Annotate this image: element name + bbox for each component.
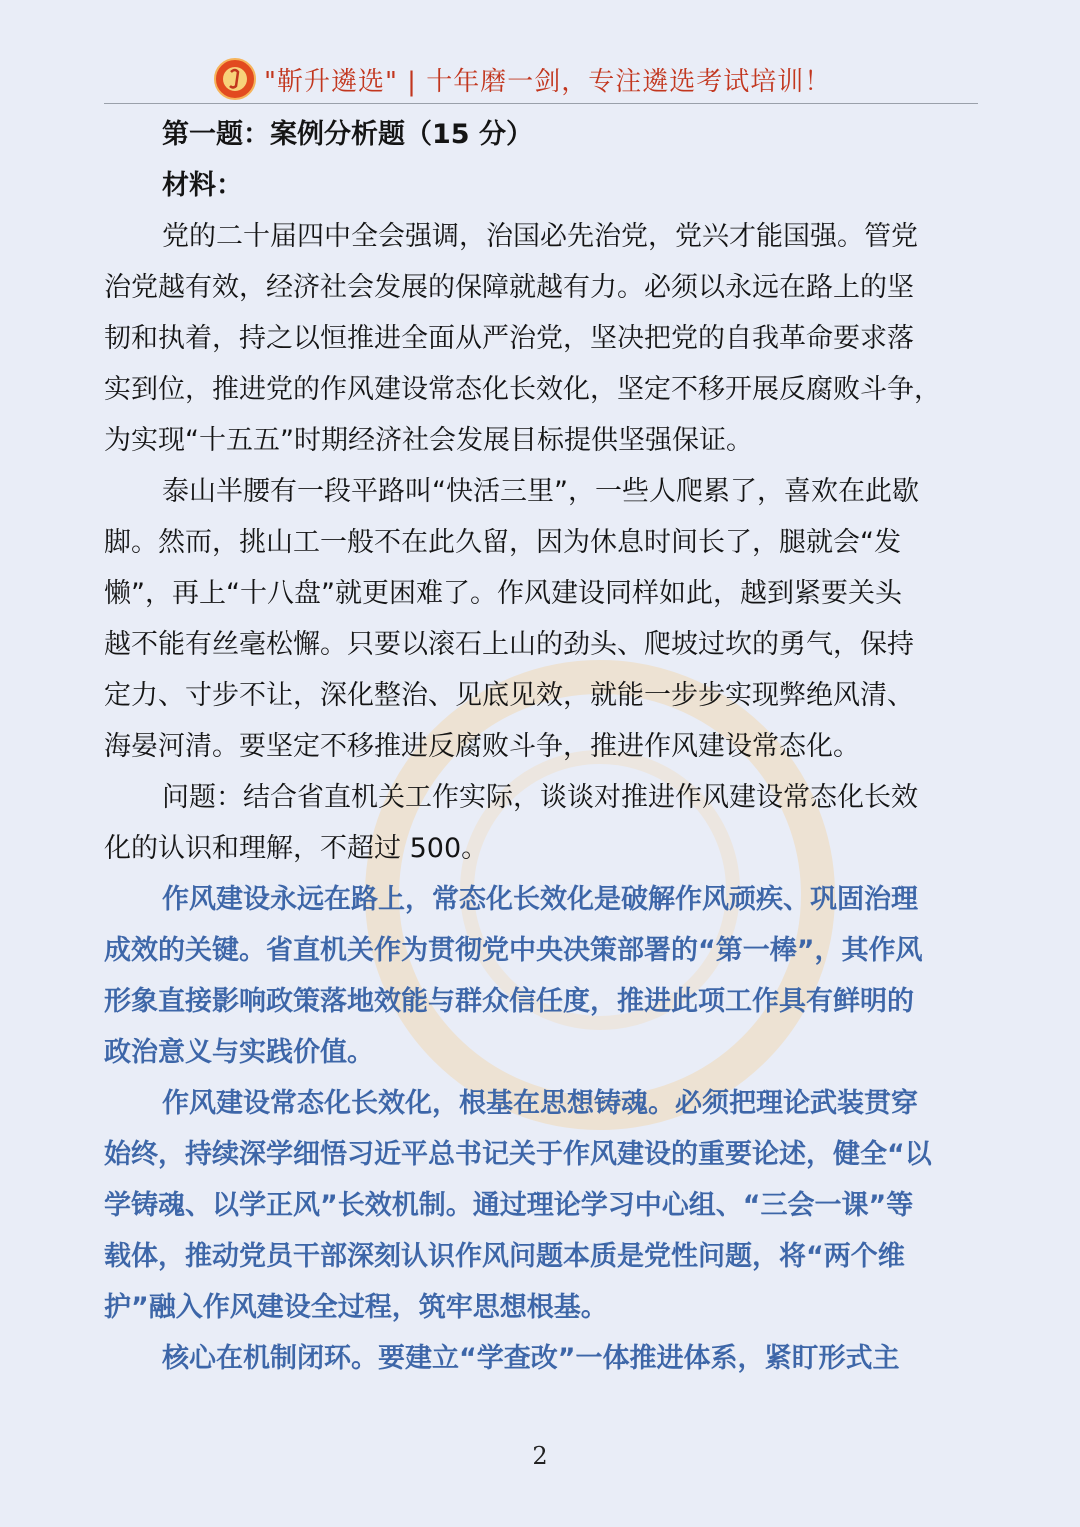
answer-line: 成效的关键。省直机关作为贯彻党中央决策部署的“第一棒”，其作风 [104, 935, 923, 966]
header-divider [104, 103, 978, 104]
paragraph-line: 泰山半腰有一段平路叫“快活三里”，一些人爬累了，喜欢在此歇 [162, 476, 919, 507]
paragraph-line: 治党越有效，经济社会发展的保障就越有力。必须以永远在路上的坚 [104, 272, 914, 303]
answer-line: 作风建设永远在路上，常态化长效化是破解作风顽疾、巩固治理 [162, 884, 918, 915]
question-line: 化的认识和理解，不超过 500。 [104, 833, 489, 864]
answer-line: 形象直接影响政策落地效能与群众信任度，推进此项工作具有鲜明的 [104, 986, 914, 1017]
paragraph-line: 海晏河清。要坚定不移推进反腐败斗争，推进作风建设常态化。 [104, 731, 860, 762]
paragraph-line: 定力、寸步不让，深化整治、见底见效，就能一步步实现弊绝风清、 [104, 680, 914, 711]
answer-line: 政治意义与实践价值。 [104, 1037, 374, 1068]
question-line: 问题：结合省直机关工作实际，谈谈对推进作风建设常态化长效 [162, 782, 918, 813]
paragraph-line: 脚。然而，挑山工一般不在此久留，因为休息时间长了，腿就会“发 [104, 527, 901, 558]
material-label: 材料： [162, 170, 243, 201]
brand-logo-icon [214, 58, 256, 100]
paragraph-line: 越不能有丝毫松懈。只要以滚石上山的劲头、爬坡过坎的勇气，保持 [104, 629, 914, 660]
paragraph-line: 韧和执着，持之以恒推进全面从严治党，坚决把党的自我革命要求落 [104, 323, 914, 354]
paragraph-line: 懒”，再上“十八盘”就更困难了。作风建设同样如此，越到紧要关头 [104, 578, 902, 609]
answer-line: 核心在机制闭环。要建立“学查改”一体推进体系，紧盯形式主 [162, 1343, 900, 1374]
answer-line: 护”融入作风建设全过程，筑牢思想根基。 [104, 1292, 608, 1323]
question-title: 第一题：案例分析题（15 分） [162, 119, 533, 150]
page-header [104, 58, 978, 102]
paragraph-line: 为实现“十五五”时期经济社会发展目标提供坚强保证。 [104, 425, 753, 456]
paragraph-line: 党的二十届四中全会强调，治国必先治党，党兴才能国强。管党 [162, 221, 918, 252]
answer-line: 始终，持续深学细悟习近平总书记关于作风建设的重要论述，健全“以 [104, 1139, 932, 1170]
paragraph-line: 实到位，推进党的作风建设常态化长效化，坚定不移开展反腐败斗争， [104, 374, 941, 405]
answer-line: 学铸魂、以学正风”长效机制。通过理论学习中心组、“三会一课”等 [104, 1190, 914, 1221]
header-slogan: "靳升遴选" | 十年磨一剑，专注遴选考试培训！ [264, 67, 832, 97]
page-number: 2 [532, 1442, 548, 1470]
answer-line: 作风建设常态化长效化，根基在思想铸魂。必须把理论武装贯穿 [162, 1088, 918, 1119]
answer-line: 载体，推动党员干部深刻认识作风问题本质是党性问题，将“两个维 [104, 1241, 905, 1272]
